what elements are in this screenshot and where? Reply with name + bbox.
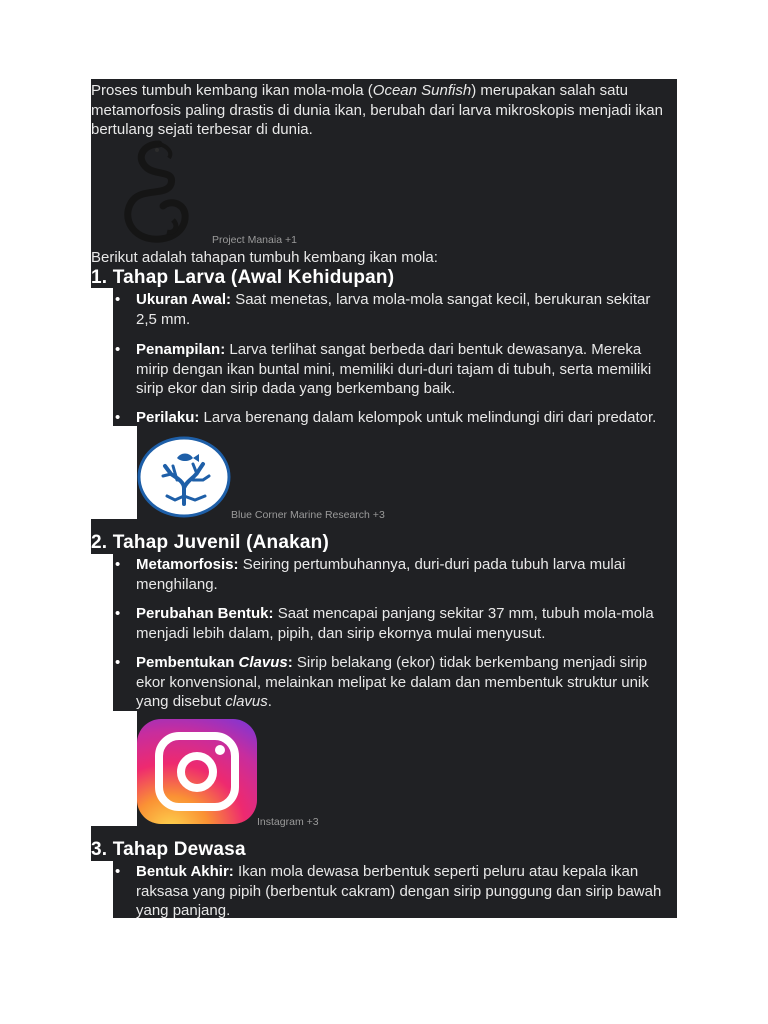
bullet-dot: • [115, 341, 121, 358]
stage1-item-2 [136, 340, 672, 399]
stage2-item-3 [136, 653, 672, 712]
intro-text-after: ) merupakan salah satu metamorfosis paling drastis di dunia ikan, berubah dari larva mikroskopis menjadi ikan bertulang sejati terbesar di dunia. [91, 82, 663, 139]
intro-text-before: Proses tumbuh kembang ikan mola-mola ( [91, 82, 373, 99]
stage1-item-1 [136, 290, 672, 329]
bullet-dot: • [115, 654, 121, 671]
stage1-item-1-label: Ukuran Awal: [136, 291, 232, 308]
stage2-item-1-label: Metamorfosis: [136, 556, 239, 573]
blue-corner-coral-logo-icon [137, 436, 231, 518]
stage2-item-3-text-end: . [267, 693, 272, 711]
stage2-item-2 [136, 604, 672, 643]
stage3-item-1-label: Bentuk Akhir: [136, 863, 234, 880]
stage3-heading: 3. Tahap Dewasa [91, 839, 246, 860]
stage1-item-3-text: Larva berenang dalam kelompok untuk melindungi diri dari predator. [199, 409, 657, 426]
stage1-item-3-label: Perilaku: [136, 409, 200, 426]
stage2-heading: 2. Tahap Juvenil (Anakan) [91, 532, 329, 553]
stage1-item-1-text: Saat menetas, larva mola-mola sangat kecil, berukuran sekitar 2,5 mm. [136, 291, 651, 328]
stage2-item-3-text: Sirip belakang (ekor) tidak berkembang menjadi sirip ekor konvensional, melainkan melipat ke dalam dan membentuk struktur unik yang disebut [136, 654, 649, 711]
bullet-dot: • [115, 863, 121, 880]
stage1-item-2-text: Larva terlihat sangat berbeda dari bentuk dewasanya. Mereka mirip dengan ikan buntal mini, memiliki duri-duri tajam di tubuh, serta memiliki sirip ekor dan sirip dada yang berkembang baik. [136, 341, 652, 398]
project-manaia-logo-icon [113, 140, 193, 243]
stage2-item-1 [136, 555, 672, 594]
lead-text: Berikut adalah tahapan tumbuh kembang ikan mola: [91, 249, 438, 266]
source-label-project-manaia[interactable]: Project Manaia +1 [212, 234, 297, 246]
intro-text-em: Ocean Sunfish [372, 82, 472, 99]
stage2-item-3-text-em: clavus [225, 693, 268, 711]
stage1-item-3 [136, 408, 672, 428]
stage2-item-2-label: Perubahan Bentuk: [136, 605, 274, 622]
instagram-logo-icon [137, 719, 257, 824]
stage2-item-2-text: Saat mencapai panjang sekitar 37 mm, tubuh mola-mola menjadi lebih dalam, pipih, dan sirip ekornya mulai menyusut. [136, 605, 654, 642]
stage2-item-3-label-post: : [287, 654, 293, 671]
source-label-blue-corner[interactable]: Blue Corner Marine Research +3 [231, 509, 385, 521]
stage1-item-2-label: Penampilan: [136, 341, 226, 358]
bullet-dot: • [115, 409, 121, 426]
stage2-item-1-text: Seiring pertumbuhannya, duri-duri pada tubuh larva mulai menghilang. [136, 556, 626, 593]
bullet-dot: • [115, 291, 121, 308]
stage2-item-3-label [136, 654, 293, 671]
source-label-instagram[interactable]: Instagram +3 [257, 816, 319, 828]
stage2-item-3-label-em: Clavus [238, 654, 288, 671]
stage3-item-1-text: Ikan mola dewasa berbentuk seperti peluru atau kepala ikan raksasa yang pipih (berbentuk cakram) dengan sirip punggung dan sirip bawah yang panjang. [136, 863, 662, 918]
stage1-heading: 1. Tahap Larva (Awal Kehidupan) [91, 267, 395, 288]
stage2-item-3-label-pre: Pembentukan [136, 654, 239, 671]
bullet-dot: • [115, 605, 121, 622]
intro-paragraph [91, 81, 677, 140]
stage3-item-1 [136, 862, 672, 918]
bullet-dot: • [115, 556, 121, 573]
